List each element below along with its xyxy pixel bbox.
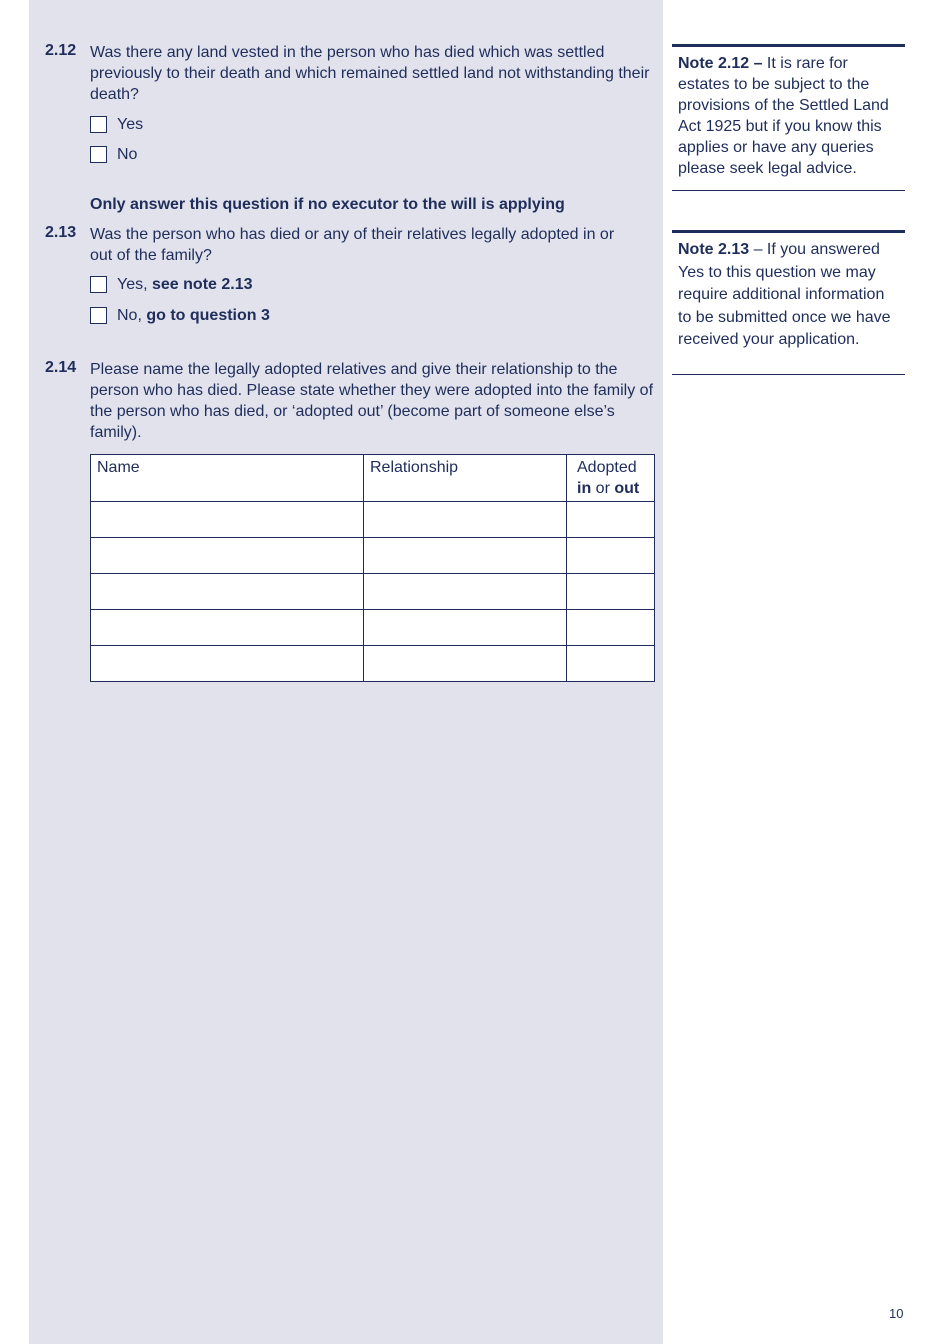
adopted-relatives-table — [90, 454, 655, 682]
question-number-2-12: 2.12 — [45, 42, 77, 59]
option-label: Yes, see note 2.13 — [117, 276, 253, 293]
relationship-cell[interactable] — [364, 610, 567, 646]
checkbox-2-12-no[interactable] — [90, 146, 107, 163]
note-2-12 — [672, 44, 905, 191]
adopted-cell[interactable] — [567, 502, 655, 538]
option-label: No — [117, 146, 138, 163]
adopted-cell[interactable] — [567, 646, 655, 682]
table-row — [91, 574, 655, 610]
column-header-relationship: Relationship — [364, 455, 567, 502]
checkbox-2-12-yes[interactable] — [90, 116, 107, 133]
table-row — [91, 538, 655, 574]
relationship-cell[interactable] — [364, 646, 567, 682]
instruction-text: Only answer this question if no executor to the will is applying — [90, 196, 565, 213]
adopted-cell[interactable] — [567, 538, 655, 574]
relationship-cell[interactable] — [364, 502, 567, 538]
adopted-cell[interactable] — [567, 610, 655, 646]
table-row — [91, 646, 655, 682]
checkbox-2-13-no[interactable] — [90, 307, 107, 324]
question-text-2-14: Please name the legally adopted relatives and give their relationship to the person who has died. Please state whether they were adopted into the family of the person who has died, or ‘adopted out’ (become part of someone else’s family). — [90, 361, 654, 441]
note-title: Note 2.13 — [678, 241, 750, 258]
name-cell[interactable] — [91, 538, 364, 574]
option-label: Yes — [117, 116, 144, 133]
question-text-2-12: Was there any land vested in the person who has died which was settled previously to their death and which remained settled land not withstanding their death? — [90, 44, 650, 103]
name-cell[interactable] — [91, 610, 364, 646]
question-number-2-13: 2.13 — [45, 224, 77, 241]
column-header-adopted: Adopted in or out — [567, 455, 655, 502]
adopted-cell[interactable] — [567, 574, 655, 610]
checkbox-2-13-yes[interactable] — [90, 276, 107, 293]
relationship-cell[interactable] — [364, 538, 567, 574]
table-row — [91, 502, 655, 538]
table-header-row — [91, 455, 655, 502]
name-cell[interactable] — [91, 646, 364, 682]
name-cell[interactable] — [91, 574, 364, 610]
question-text-2-13: Was the person who has died or any of their relatives legally adopted in or out of the family? — [90, 226, 615, 264]
page-number: 10 — [889, 1306, 904, 1321]
note-text: – If you answered Yes to this question we may require additional information to be submitted once we have received your application. — [678, 241, 891, 348]
option-label: No, go to question 3 — [117, 307, 270, 324]
note-title: Note 2.12 – — [678, 55, 763, 72]
column-header-name: Name — [91, 455, 364, 502]
question-number-2-14: 2.14 — [45, 359, 77, 376]
note-text: It is rare for estates to be subject to the provisions of the Settled Land Act 1925 but if you know this applies or have any queries please seek legal advice. — [678, 55, 889, 177]
relationship-cell[interactable] — [364, 574, 567, 610]
note-2-13 — [672, 230, 905, 375]
table-row — [91, 610, 655, 646]
name-cell[interactable] — [91, 502, 364, 538]
